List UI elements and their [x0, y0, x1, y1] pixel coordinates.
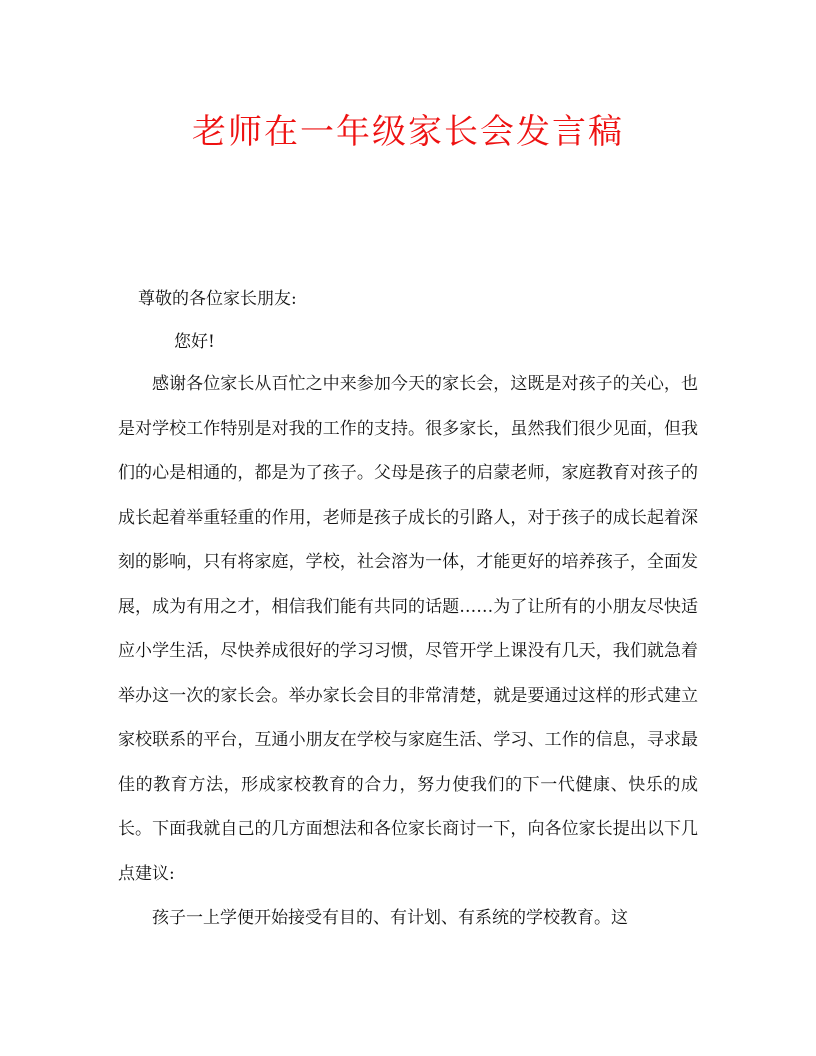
body-paragraph-2: 孩子一上学便开始接受有目的、有计划、有系统的学校教育。这: [152, 908, 628, 928]
salutation: 尊敬的各位家长朋友:: [138, 289, 297, 309]
greeting: 您好!: [174, 332, 215, 352]
document-title: 老师在一年级家长会发言稿: [192, 112, 624, 152]
body-paragraph-1: 感谢各位家长从百忙之中来参加今天的家长会，这既是对孩子的关心，也是对学校工作特别是对我的工作的支持。很多家长，虽然我们很少见面，但我们的心是相通的，都是为了孩子。父母是孩子的启蒙老师，家庭教育对孩子的成长起着举重轻重的作用，老师是孩子成长的引路人，对于孩子的成长起着深刻的影响，只有将家庭，学校，社会溶为一体，才能更好的培养孩子，全面发展，成为有用之才，相信我们能有共同的话题……为了让所有的小朋友尽快适应小学生活，尽快养成很好的学习习惯，尽管开学上课没有几天，我们就急着举办这一次的家长会。举办家长会目的非常清楚，就是要通过这样的形式建立家校联系的平台，互通小朋友在学校与家庭生活、学习、工作的信息，寻求最佳的教育方法，形成家校教育的合力，努力使我们的下一代健康、快乐的成长。下面我就自己的几方面想法和各位家长商讨一下，向各位家长提出以下几点建议:: [118, 374, 698, 884]
